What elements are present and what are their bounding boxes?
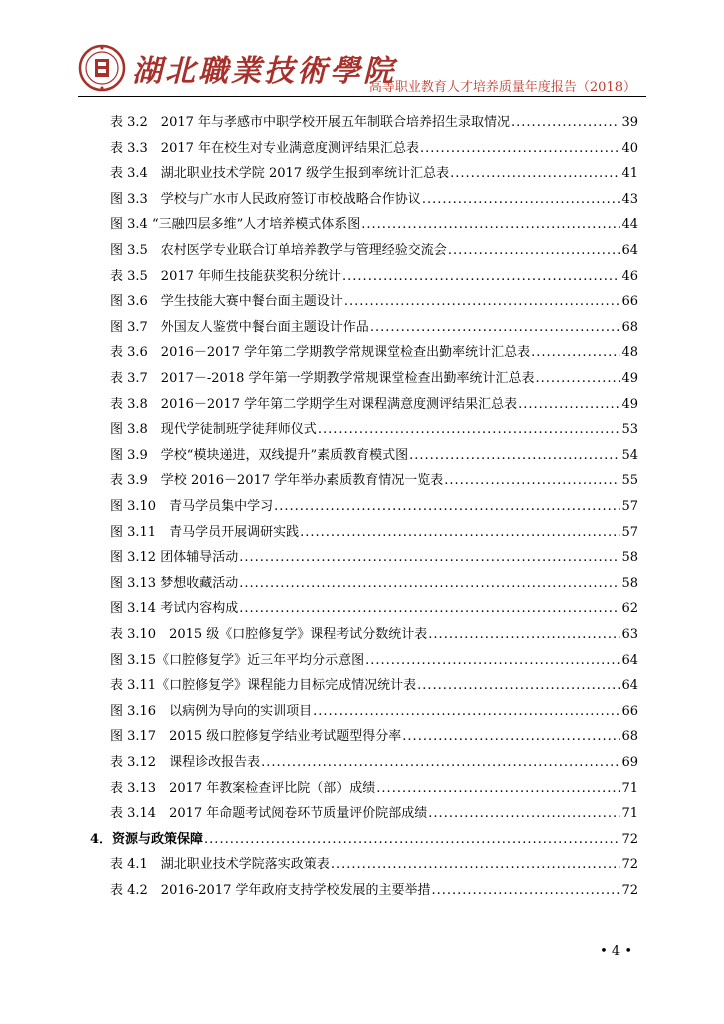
toc-entry-label: 表 4.1 湖北职业技术学院落实政策表 (110, 857, 330, 873)
page-header (0, 0, 724, 100)
toc-entry-page: 63 (621, 627, 638, 642)
toc-entry-page: 54 (621, 447, 638, 463)
toc-leader-dots (417, 678, 620, 693)
toc-entry[interactable] (110, 469, 638, 489)
toc-entry[interactable] (110, 521, 638, 541)
toc-entry-label: 表 3.5 2017 年师生技能获奖积分统计 (110, 268, 342, 284)
toc-entry-label: 图 3.6 学生技能大赛中餐台面主题设计 (110, 294, 343, 310)
toc-leader-dots (428, 806, 620, 821)
toc-entry[interactable] (110, 393, 638, 413)
toc-entry-label: 表 3.7 2017－-2018 学年第一学期教学常规课堂检查出勤率统计汇总表 (110, 371, 535, 386)
toc-entry-page: 71 (621, 806, 638, 822)
toc-entry-page: 64 (621, 652, 638, 668)
toc-entry-label: 图 3.5 农村医学专业联合订单培养教学与管理经验交流会 (110, 243, 447, 258)
toc-entry-label: 表 3.2 2017 年与孝感市中职学校开展五年制联合培养招生录取情况 (110, 115, 511, 130)
toc-entry[interactable] (110, 137, 638, 157)
toc-entry-label: 表 3.11《口腔修复学》课程能力目标完成情况统计表 (110, 678, 417, 694)
toc-entry-label: 图 3.15《口腔修复学》近三年平均分示意图 (110, 652, 365, 668)
toc-leader-dots (409, 448, 620, 463)
toc-leader-dots (450, 166, 620, 181)
toc-leader-dots (274, 499, 620, 514)
toc-entry-label: 图 3.3 学校与广水市人民政府签订市校战略合作协议 (110, 191, 421, 207)
toc-entry[interactable] (110, 367, 638, 387)
toc-entry-page: 72 (621, 831, 638, 847)
toc-entry-label: 表 3.14 2017 年命题考试阅卷环节质量评价院部成绩 (110, 806, 428, 822)
toc-entry-label: 表 3.4 湖北职业技术学院 2017 级学生报到率统计汇总表 (110, 166, 450, 182)
toc-entry[interactable] (110, 623, 638, 643)
toc-entry-label: 图 3.16 以病例为导向的实训项目 (110, 703, 313, 719)
toc-entry[interactable] (110, 111, 638, 131)
toc-leader-dots (432, 883, 621, 898)
school-name-logo: 湖北職業技術學院 (132, 54, 396, 89)
toc-entry-page: 43 (621, 191, 638, 207)
toc-entry-page: 49 (621, 371, 638, 386)
toc-leader-dots (376, 781, 620, 796)
toc-entry[interactable] (110, 597, 638, 617)
toc-entry-page: 40 (621, 140, 638, 156)
toc-entry[interactable] (110, 265, 638, 285)
toc-entry[interactable] (110, 853, 638, 873)
toc-entry-page: 68 (621, 319, 638, 335)
toc-entry-label: 图 3.17 2015 级口腔修复学结业考试题型得分率 (110, 729, 402, 745)
toc-entry-label: 图 3.13 梦想收藏活动 (110, 575, 239, 591)
toc-leader-dots (448, 243, 621, 258)
toc-leader-dots (331, 857, 621, 872)
toc-leader-dots (361, 217, 620, 232)
header-divider (78, 96, 646, 97)
toc-entry-label: 表 3.13 2017 年教案检查评比院（部）成绩 (110, 780, 376, 796)
toc-entry-page: 41 (621, 166, 638, 182)
toc-leader-dots (313, 704, 620, 719)
toc-section-entry[interactable] (90, 828, 638, 848)
toc-entry-label: 图 3.10 青马学员集中学习 (110, 499, 274, 514)
page-number: • 4 • (600, 944, 632, 959)
toc-leader-dots (531, 345, 620, 360)
toc-entry[interactable] (110, 546, 638, 566)
toc-entry-label: 表 3.8 2016－2017 学年第二学期学生对课程满意度测评结果汇总表 (110, 396, 518, 412)
toc-entry-page: 48 (621, 345, 638, 361)
toc-entry-page: 66 (621, 294, 638, 310)
toc-entry[interactable] (110, 444, 638, 464)
toc-leader-dots (444, 473, 620, 488)
toc-entry-label: 表 3.6 2016－2017 学年第二学期教学常规课堂检查出勤率统计汇总表 (110, 345, 531, 361)
toc-entry[interactable] (110, 316, 638, 336)
toc-entry-label: 图 3.4 “三融四层多维”人才培养模式体系图 (110, 217, 361, 233)
toc-leader-dots (204, 832, 620, 847)
toc-entry-page: 55 (621, 473, 638, 489)
toc-entry-page: 58 (621, 575, 638, 591)
toc-entry[interactable] (110, 751, 638, 771)
toc-leader-dots (239, 601, 620, 616)
toc-leader-dots (300, 525, 620, 540)
toc-leader-dots (428, 627, 620, 642)
toc-entry-page: 46 (621, 268, 638, 284)
toc-entry-label: 图 3.7 外国友人鉴赏中餐台面主题设计作品 (110, 319, 369, 335)
toc-entry-page: 64 (621, 678, 638, 694)
toc-entry-label: 表 3.9 学校 2016－2017 学年举办素质教育情况一览表 (110, 473, 444, 489)
toc-entry-page: 69 (621, 755, 638, 770)
toc-entry-page: 58 (621, 550, 638, 566)
toc-leader-dots (344, 294, 621, 309)
report-title: 高等职业教育人才培养质量年度报告（2018） (368, 80, 636, 95)
toc-entry-label: 图 3.8 现代学徒制班学徒拜师仪式 (110, 422, 317, 438)
toc-leader-dots (318, 422, 621, 437)
toc-entry-page: 64 (621, 243, 638, 258)
toc-leader-dots (261, 755, 620, 770)
toc-entry[interactable] (110, 213, 638, 233)
toc-entry-label: 表 4.2 2016-2017 学年政府支持学校发展的主要举措 (110, 883, 431, 898)
toc-entry[interactable] (110, 162, 638, 182)
toc-entry-label: 图 3.9 学校“模块递进，双线提升”素质教育模式图 (110, 447, 409, 463)
toc-leader-dots (342, 269, 620, 284)
toc-entry-page: 49 (621, 396, 638, 412)
toc-entry[interactable] (110, 239, 638, 259)
toc-entry-label: 4．资源与政策保障 (90, 831, 204, 847)
toc-leader-dots (511, 115, 620, 130)
toc-entry-page: 66 (621, 703, 638, 719)
toc-entry[interactable] (110, 572, 638, 592)
toc-leader-dots (239, 550, 620, 565)
toc-entry-label: 图 3.12 团体辅导活动 (110, 550, 239, 566)
toc-entry[interactable] (110, 802, 638, 822)
toc-entry[interactable] (110, 674, 638, 694)
toc-leader-dots (370, 320, 621, 335)
toc-leader-dots (422, 192, 621, 207)
toc-entry-label: 表 3.12 课程诊改报告表 (110, 755, 261, 770)
toc-leader-dots (239, 576, 620, 591)
toc-entry[interactable] (110, 700, 638, 720)
toc-entry-page: 53 (621, 422, 638, 438)
toc-entry-label: 表 3.10 2015 级《口腔修复学》课程考试分数统计表 (110, 627, 428, 642)
toc-entry[interactable] (110, 777, 638, 797)
toc-entry-page: 44 (621, 217, 638, 233)
toc-entry[interactable] (110, 418, 638, 438)
toc-entry-page: 62 (621, 601, 638, 617)
toc-entry-page: 57 (621, 499, 638, 514)
toc-leader-dots (365, 653, 620, 668)
toc-entry[interactable] (110, 649, 638, 669)
toc-leader-dots (402, 729, 620, 744)
toc-leader-dots (420, 141, 620, 156)
toc-entry-page: 71 (621, 780, 638, 796)
toc-entry-page: 72 (621, 857, 638, 873)
toc-leader-dots (518, 397, 620, 412)
toc-entry-page: 57 (621, 524, 638, 540)
toc-entry[interactable] (110, 495, 638, 515)
toc-entry-label: 图 3.14 考试内容构成 (110, 601, 239, 617)
toc-entry[interactable] (110, 290, 638, 310)
toc-entry[interactable] (110, 879, 638, 899)
toc-entry-label: 图 3.11 青马学员开展调研实践 (110, 524, 300, 540)
toc-entry-label: 表 3.3 2017 年在校生对专业满意度测评结果汇总表 (110, 140, 420, 156)
toc-entry-page: 72 (621, 883, 638, 898)
school-seal-icon (78, 44, 126, 92)
toc-entry[interactable] (110, 188, 638, 208)
toc-entry-page: 39 (621, 115, 638, 130)
toc-leader-dots (536, 371, 621, 386)
toc-entry-page: 68 (621, 729, 638, 745)
toc-entry[interactable] (110, 341, 638, 361)
toc-entry[interactable] (110, 725, 638, 745)
